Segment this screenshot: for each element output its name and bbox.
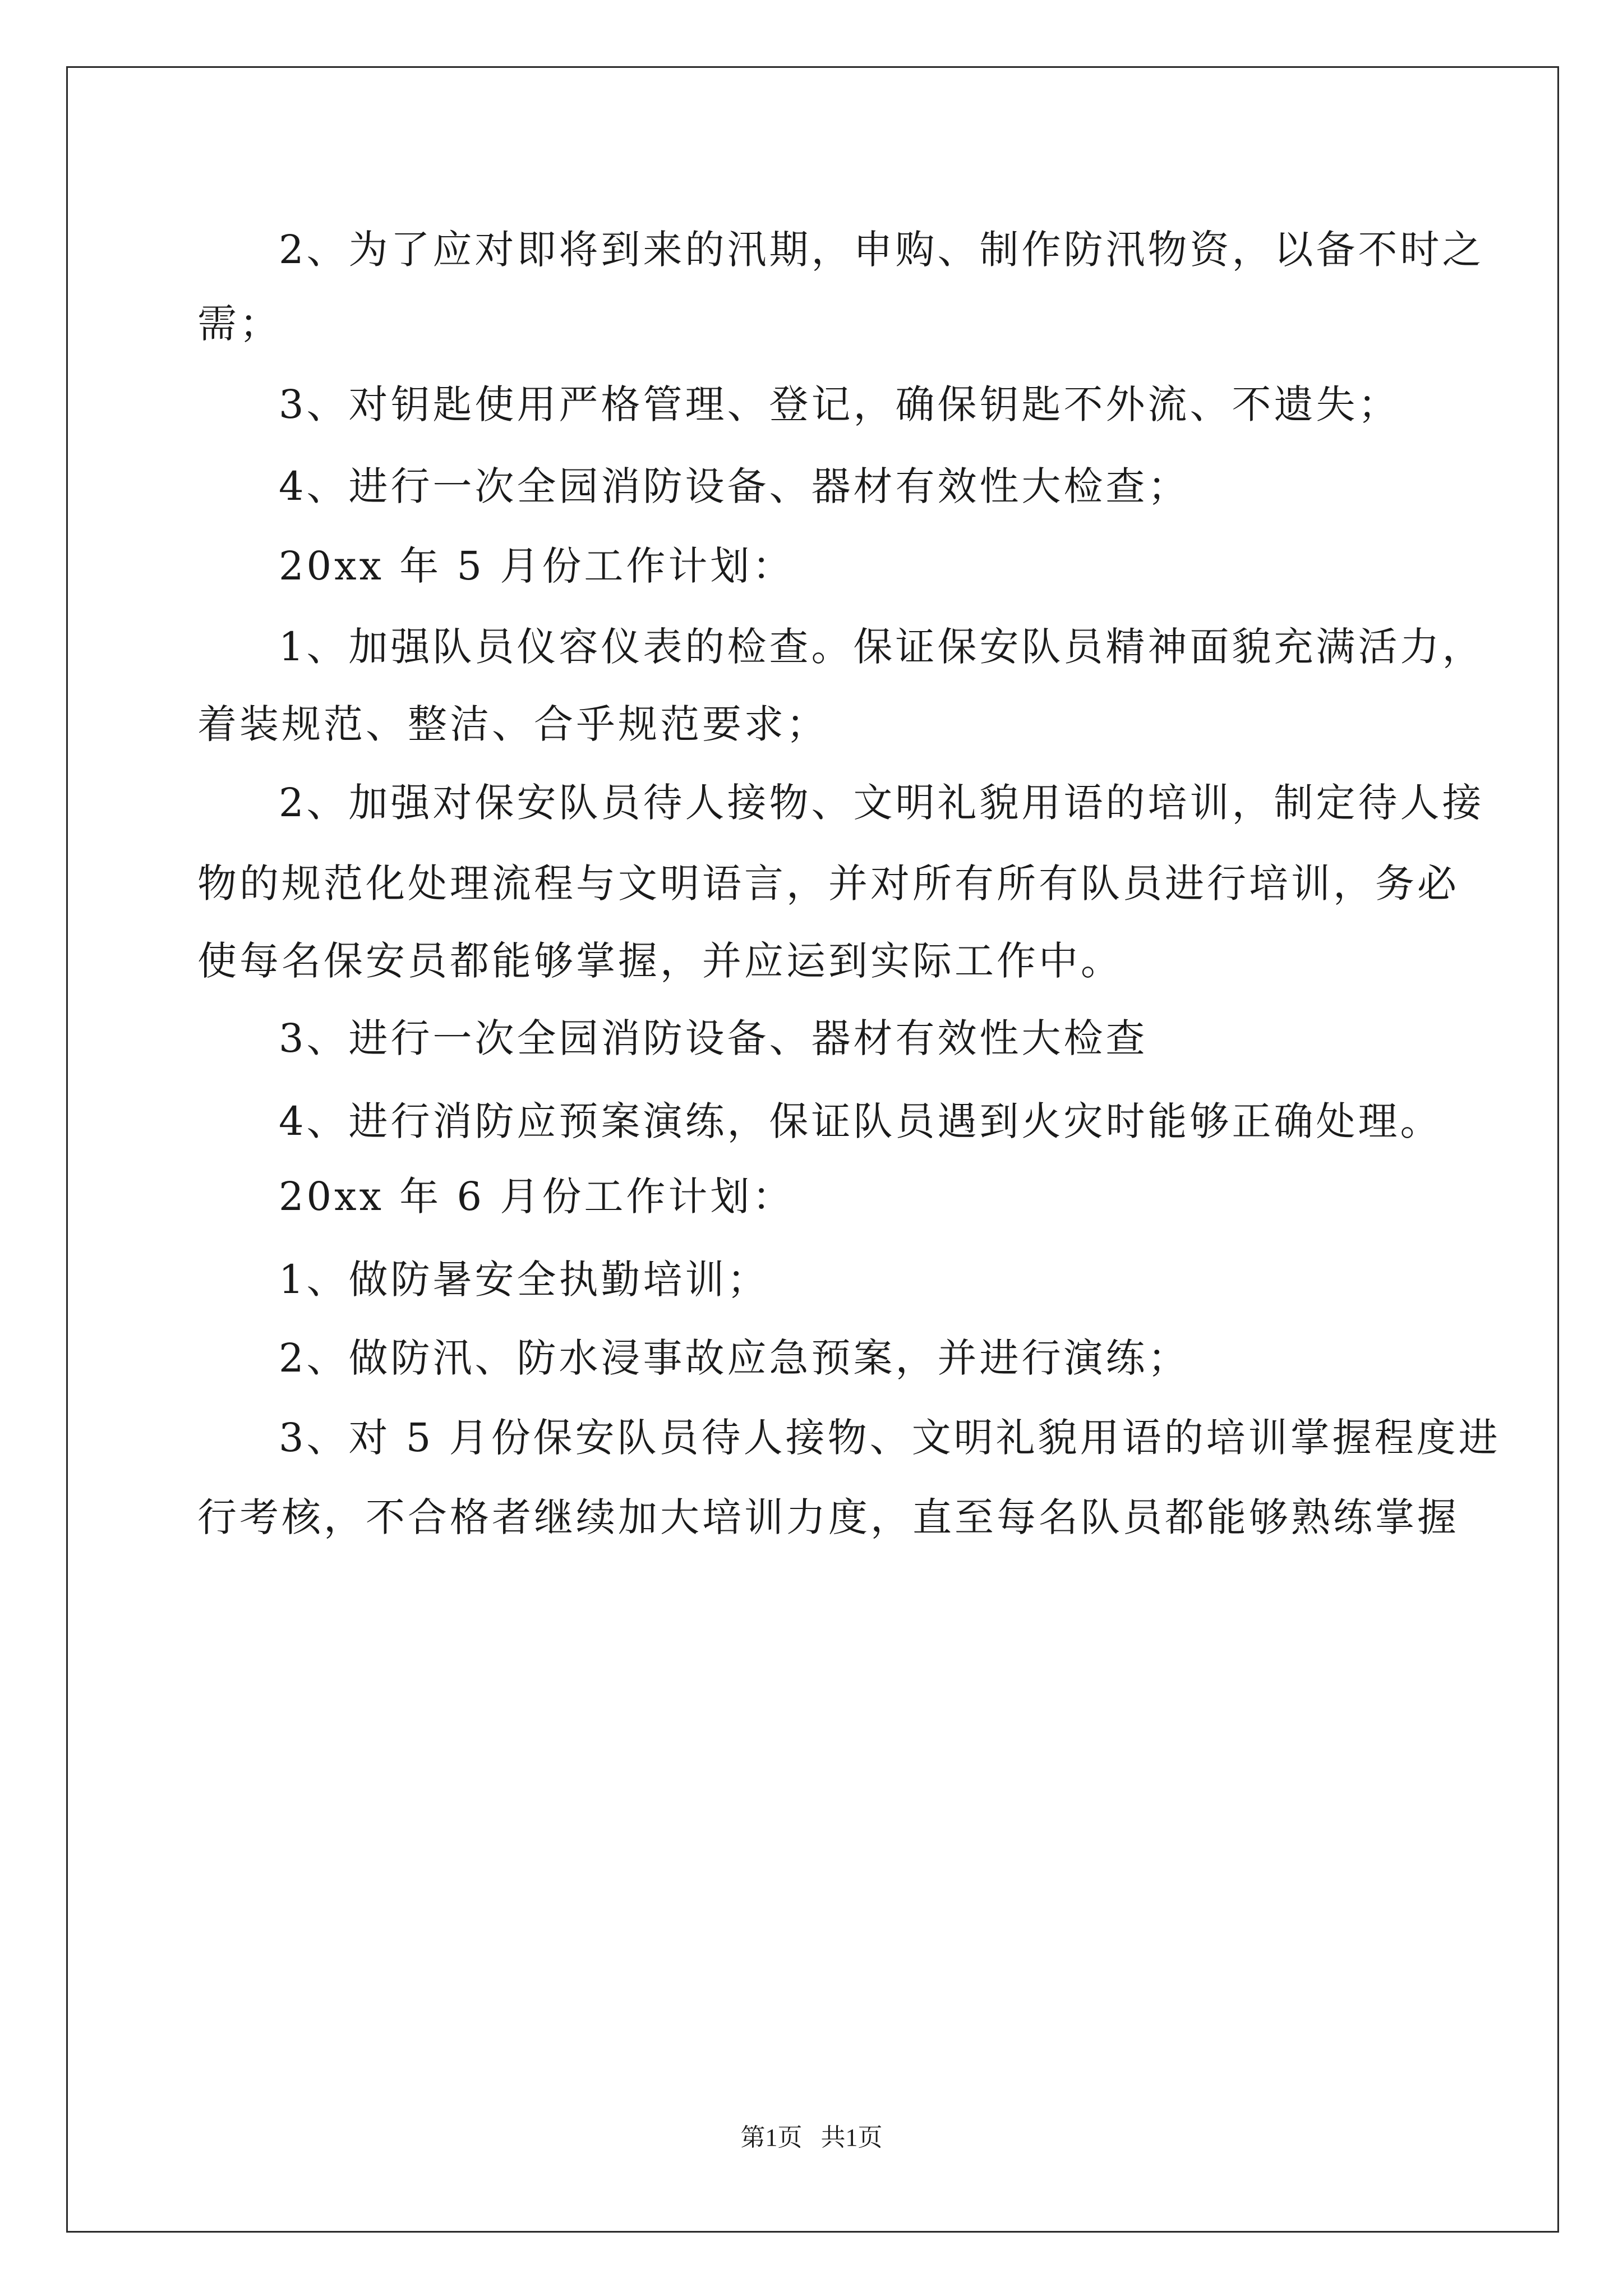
paragraph-1-line-1: 2、为了应对即将到来的汛期，申购、制作防汛物资，以备不时之 [279, 227, 1484, 273]
paragraph-7-line-1: 3、进行一次全园消防设备、器材有效性大检查 [279, 1015, 1148, 1061]
paragraph-5-line-2: 着装规范、整洁、合乎规范要求； [197, 701, 828, 747]
paragraph-11-line-1: 2、做防汛、防水浸事故应急预案，并进行演练； [279, 1335, 1190, 1381]
paragraph-1-line-2: 需； [197, 301, 282, 347]
section-heading-june: 20xx 年 6 月份工作计划： [279, 1174, 795, 1220]
page-footer: 第1页 共1页 [740, 2124, 883, 2151]
paragraph-6-line-2: 物的规范化处理流程与文明语言，并对所有所有队员进行培训，务必 [197, 861, 1459, 907]
paragraph-3-line-1: 4、进行一次全园消防设备、器材有效性大检查； [279, 463, 1190, 509]
paragraph-6-line-1: 2、加强对保安队员待人接物、文明礼貌用语的培训，制定待人接 [279, 780, 1484, 826]
paragraph-8-line-1: 4、进行消防应预案演练，保证队员遇到火灾时能够正确处理。 [279, 1098, 1442, 1144]
section-heading-may: 20xx 年 5 月份工作计划： [279, 543, 795, 589]
paragraph-6-line-3: 使每名保安员都能够掌握，并应运到实际工作中。 [197, 938, 1123, 984]
paragraph-10-line-1: 1、做防暑安全执勤培训； [279, 1257, 769, 1303]
paragraph-2-line-1: 3、对钥匙使用严格管理、登记，确保钥匙不外流、不遗失； [279, 381, 1400, 427]
paragraph-12-line-1: 3、对 5 月份保安队员待人接物、文明礼貌用语的培训掌握程度进 [279, 1415, 1501, 1461]
paragraph-12-line-2: 行考核，不合格者继续加大培训力度，直至每名队员都能够熟练掌握 [197, 1494, 1459, 1540]
paragraph-5-line-1: 1、加强队员仪容仪表的检查。保证保安队员精神面貌充满活力， [279, 624, 1484, 670]
